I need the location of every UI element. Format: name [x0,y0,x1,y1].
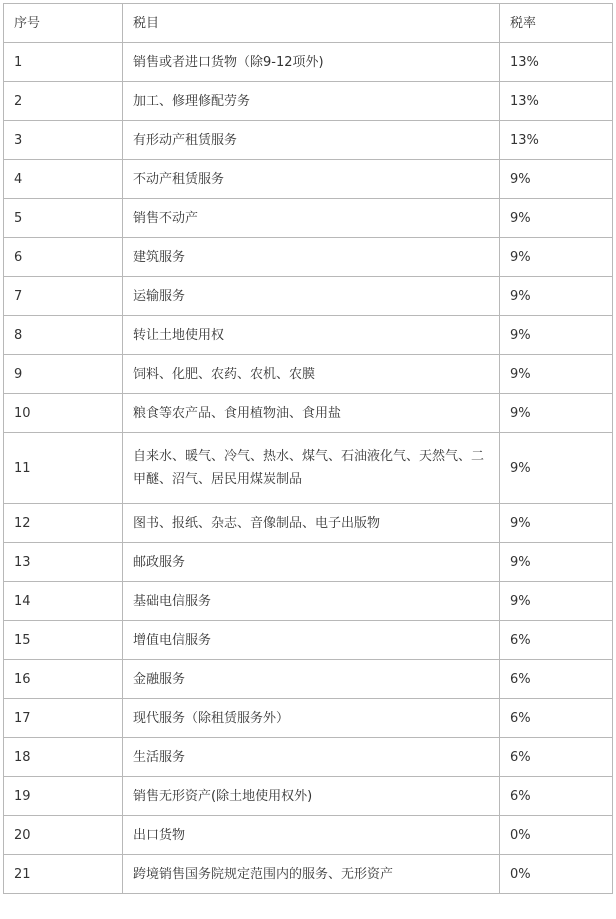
cell-serial-number: 12 [4,504,123,543]
cell-tax-rate: 9% [500,277,613,316]
table-row [4,355,613,394]
cell-serial-number: 10 [4,394,123,433]
cell-tax-rate: 6% [500,699,613,738]
table-row [4,82,613,121]
cell-serial-number: 9 [4,355,123,394]
cell-tax-item: 有形动产租赁服务 [123,121,500,160]
table-row [4,621,613,660]
table-body [4,43,613,894]
cell-tax-rate: 6% [500,777,613,816]
cell-serial-number: 13 [4,543,123,582]
cell-tax-rate: 13% [500,121,613,160]
cell-tax-rate: 6% [500,621,613,660]
cell-tax-item: 金融服务 [123,660,500,699]
table-row [4,160,613,199]
cell-tax-item: 跨境销售国务院规定范围内的服务、无形资产 [123,855,500,894]
table-row [4,199,613,238]
table-row [4,777,613,816]
cell-serial-number: 16 [4,660,123,699]
cell-serial-number: 3 [4,121,123,160]
table-row [4,582,613,621]
cell-serial-number: 20 [4,816,123,855]
cell-tax-rate: 9% [500,160,613,199]
cell-tax-rate: 9% [500,543,613,582]
cell-serial-number: 17 [4,699,123,738]
cell-tax-item: 增值电信服务 [123,621,500,660]
cell-tax-item: 转让土地使用权 [123,316,500,355]
table-row [4,816,613,855]
cell-serial-number: 21 [4,855,123,894]
cell-tax-rate: 13% [500,43,613,82]
cell-tax-item: 自来水、暖气、冷气、热水、煤气、石油液化气、天然气、二甲醚、沼气、居民用煤炭制品 [123,433,500,504]
table-row [4,238,613,277]
cell-tax-item: 图书、报纸、杂志、音像制品、电子出版物 [123,504,500,543]
cell-tax-item: 加工、修理修配劳务 [123,82,500,121]
cell-serial-number: 19 [4,777,123,816]
cell-serial-number: 4 [4,160,123,199]
table-row [4,504,613,543]
header-serial-number: 序号 [4,4,123,43]
cell-tax-rate: 9% [500,394,613,433]
cell-tax-rate: 9% [500,433,613,504]
cell-serial-number: 5 [4,199,123,238]
cell-tax-item: 生活服务 [123,738,500,777]
table-row [4,394,613,433]
table-row [4,316,613,355]
cell-serial-number: 8 [4,316,123,355]
cell-tax-rate: 0% [500,855,613,894]
cell-tax-item: 销售不动产 [123,199,500,238]
table-row [4,738,613,777]
cell-tax-item: 销售无形资产(除土地使用权外) [123,777,500,816]
tax-rate-table [3,3,613,894]
table-row [4,660,613,699]
cell-tax-item: 运输服务 [123,277,500,316]
cell-tax-rate: 9% [500,504,613,543]
cell-serial-number: 1 [4,43,123,82]
cell-tax-rate: 9% [500,199,613,238]
cell-tax-item: 粮食等农产品、食用植物油、食用盐 [123,394,500,433]
cell-serial-number: 14 [4,582,123,621]
cell-tax-item: 邮政服务 [123,543,500,582]
cell-tax-rate: 9% [500,238,613,277]
cell-tax-rate: 9% [500,355,613,394]
cell-serial-number: 6 [4,238,123,277]
table-row [4,433,613,504]
cell-tax-rate: 0% [500,816,613,855]
table-row [4,699,613,738]
cell-tax-item: 出口货物 [123,816,500,855]
cell-serial-number: 2 [4,82,123,121]
cell-serial-number: 11 [4,433,123,504]
cell-tax-item: 现代服务（除租赁服务外） [123,699,500,738]
table-row [4,121,613,160]
cell-tax-item: 销售或者进口货物（除9-12项外) [123,43,500,82]
table-row [4,855,613,894]
cell-tax-item: 建筑服务 [123,238,500,277]
table-header [4,4,613,43]
cell-tax-rate: 6% [500,738,613,777]
cell-tax-item: 不动产租赁服务 [123,160,500,199]
table-row [4,43,613,82]
cell-tax-rate: 9% [500,582,613,621]
table-row [4,277,613,316]
header-row [4,4,613,43]
cell-tax-rate: 9% [500,316,613,355]
cell-serial-number: 7 [4,277,123,316]
cell-tax-rate: 13% [500,82,613,121]
cell-tax-item: 基础电信服务 [123,582,500,621]
cell-tax-rate: 6% [500,660,613,699]
header-tax-item: 税目 [123,4,500,43]
cell-tax-item: 饲料、化肥、农药、农机、农膜 [123,355,500,394]
header-tax-rate: 税率 [500,4,613,43]
cell-serial-number: 18 [4,738,123,777]
table-row [4,543,613,582]
cell-serial-number: 15 [4,621,123,660]
